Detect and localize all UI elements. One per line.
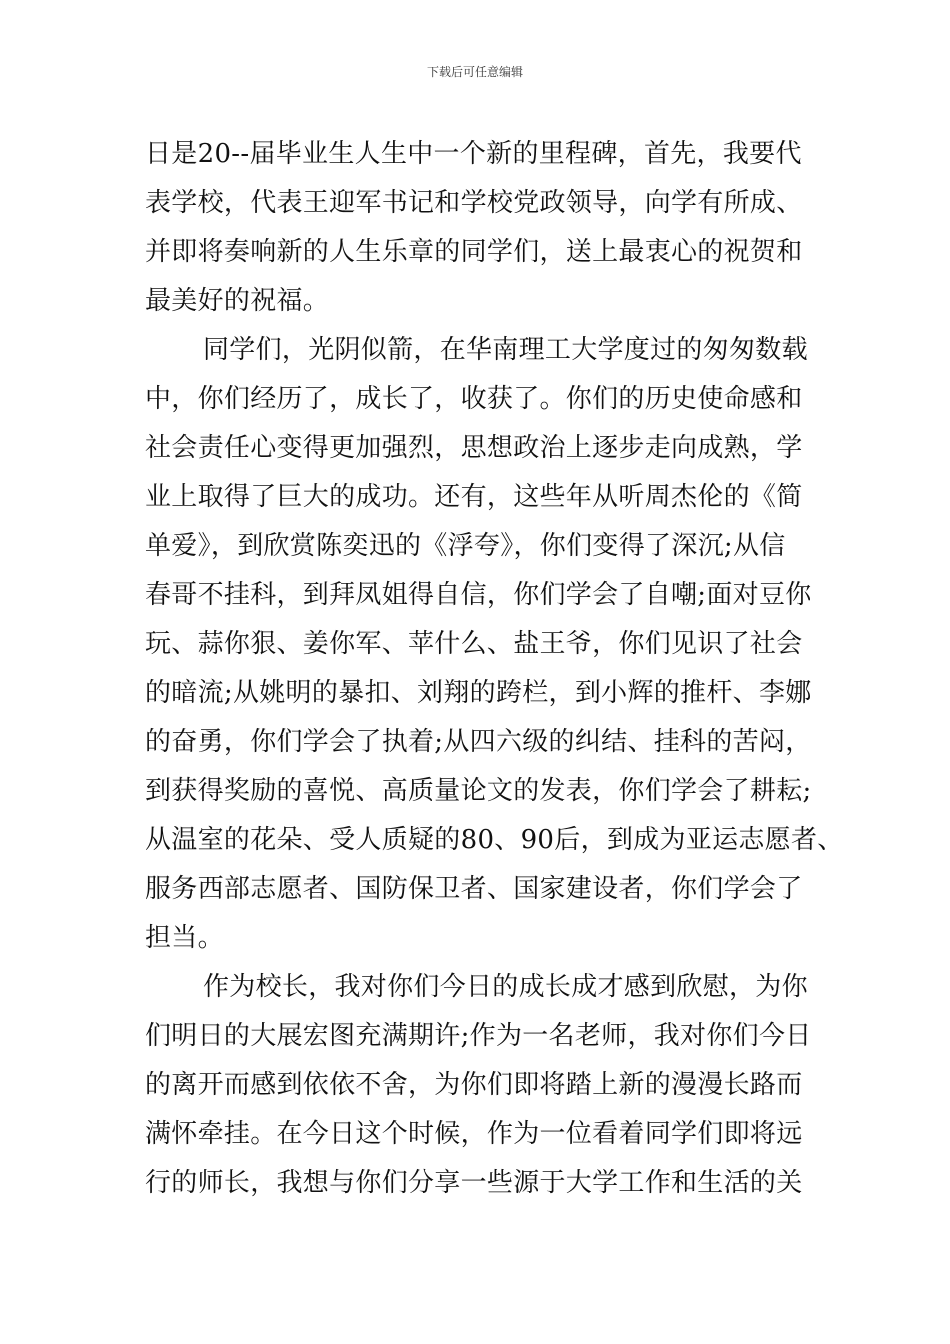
text-line: 到获得奖励的喜悦、高质量论文的发表，你们学会了耕耘; bbox=[145, 776, 812, 806]
paragraph-3 bbox=[145, 963, 835, 1208]
text-line: 满怀牵挂。在今日这个时候，作为一位看着同学们即将远 bbox=[145, 1119, 803, 1149]
text-line: 行的师长，我想与你们分享一些源于大学工作和生活的关 bbox=[145, 1168, 803, 1198]
page-header: 下载后可任意编辑 bbox=[426, 65, 523, 79]
text-line: 最美好的祝福。 bbox=[145, 286, 330, 316]
text-line: 的离开而感到依依不舍，为你们即将踏上新的漫漫长路而 bbox=[145, 1070, 803, 1100]
paragraph-1 bbox=[145, 130, 835, 326]
text-line: 春哥不挂科，到拜凤姐得自信，你们学会了自嘲;面对豆你 bbox=[145, 580, 812, 610]
text-line: 服务西部志愿者、国防保卫者、国家建设者，你们学会了 bbox=[145, 874, 803, 904]
text-line: 并即将奏响新的人生乐章的同学们，送上最衷心的祝贺和 bbox=[145, 237, 803, 267]
text-line: 从温室的花朵、受人质疑的80、90后，到成为亚运志愿者、 bbox=[145, 825, 844, 855]
text-line: 日是20--届毕业生人生中一个新的里程碑，首先，我要代 bbox=[145, 139, 802, 169]
text-line: 的暗流;从姚明的暴扣、刘翔的跨栏，到小辉的推杆、李娜 bbox=[145, 678, 812, 708]
text-line: 表学校，代表王迎军书记和学校党政领导，向学有所成、 bbox=[145, 188, 803, 218]
document-body bbox=[145, 130, 844, 1208]
text-line: 担当。 bbox=[145, 923, 224, 953]
text-line: 中，你们经历了，成长了，收获了。你们的历史使命感和 bbox=[145, 384, 803, 414]
text-line: 作为校长，我对你们今日的成长成才感到欣慰，为你 bbox=[203, 972, 808, 1002]
text-line: 们明日的大展宏图充满期许;作为一名老师，我对你们今日 bbox=[145, 1021, 812, 1051]
text-line: 玩、蒜你狠、姜你军、苹什么、盐王爷，你们见识了社会 bbox=[145, 629, 803, 659]
text-line: 同学们，光阴似箭，在华南理工大学度过的匆匆数载 bbox=[203, 335, 808, 365]
text-line: 单爱》，到欣赏陈奕迅的《浮夸》，你们变得了深沉;从信 bbox=[145, 531, 786, 561]
text-line: 的奋勇，你们学会了执着;从四六级的纠结、挂科的苦闷， bbox=[145, 727, 812, 757]
text-line: 社会责任心变得更加强烈，思想政治上逐步走向成熟，学 bbox=[145, 433, 803, 463]
paragraph-2 bbox=[145, 326, 844, 963]
text-line: 业上取得了巨大的成功。还有，这些年从听周杰伦的《简 bbox=[145, 482, 803, 512]
